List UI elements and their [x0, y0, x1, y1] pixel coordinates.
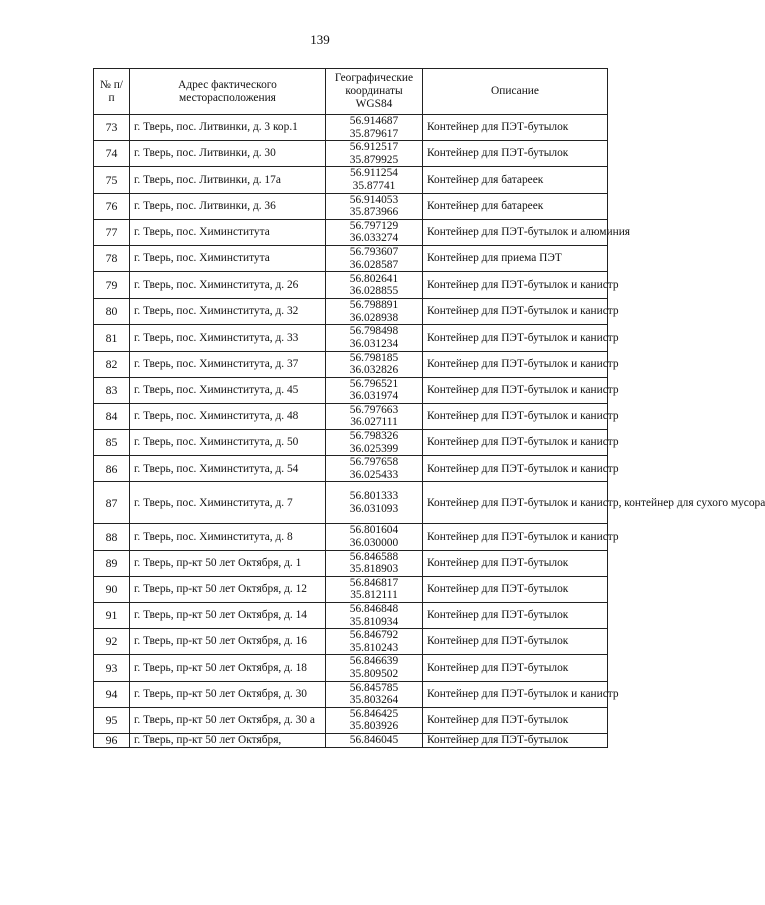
- table-row: [94, 325, 608, 351]
- row-longitude: 36.031234: [349, 337, 399, 350]
- row-coordinates: [326, 482, 423, 524]
- row-coordinates: [326, 655, 423, 681]
- row-coordinates: [326, 576, 423, 602]
- row-address: г. Тверь, пос. Химинститута, д. 45: [130, 377, 326, 403]
- row-coordinates: [326, 733, 423, 747]
- row-latitude: 56.846817: [349, 576, 399, 589]
- row-description: Контейнер для ПЭТ-бутылок: [423, 655, 608, 681]
- row-coordinates: [326, 707, 423, 733]
- row-coordinates: [326, 550, 423, 576]
- row-description: Контейнер для ПЭТ-бутылок: [423, 603, 608, 629]
- row-description: Контейнер для ПЭТ-бутылок и канистр: [423, 351, 608, 377]
- row-coordinates: [326, 403, 423, 429]
- row-longitude: 35.812111: [350, 589, 398, 602]
- row-address: г. Тверь, пр-кт 50 лет Октября, д. 30 а: [130, 707, 326, 733]
- row-description: Контейнер для ПЭТ-бутылок: [423, 550, 608, 576]
- row-description: Контейнер для ПЭТ-бутылок: [423, 707, 608, 733]
- row-number: 75: [94, 167, 130, 193]
- row-address: г. Тверь, пос. Химинститута, д. 8: [130, 524, 326, 550]
- row-longitude: 36.030000: [349, 537, 399, 550]
- table-body: [94, 115, 765, 748]
- row-description: Контейнер для батареек: [423, 193, 608, 219]
- row-address: г. Тверь, пос. Литвинки, д. 17а: [130, 167, 326, 193]
- header-address: Адрес фактического месторасположения: [130, 69, 326, 115]
- row-address: г. Тверь, пос. Химинститута, д. 26: [130, 272, 326, 299]
- table-row: [94, 733, 608, 747]
- table-row: [94, 707, 608, 733]
- row-latitude: 56.846425: [349, 707, 399, 720]
- row-coordinates: [326, 245, 423, 271]
- row-number: 73: [94, 115, 130, 141]
- row-longitude: 36.027111: [350, 416, 398, 429]
- row-address: г. Тверь, пос. Химинститута, д. 32: [130, 299, 326, 325]
- row-coordinates: [326, 351, 423, 377]
- row-latitude: 56.845785: [349, 681, 399, 694]
- row-description: Контейнер для ПЭТ-бутылок и канистр: [423, 681, 608, 707]
- table-row: [94, 141, 608, 167]
- table-row: [94, 629, 608, 655]
- page-number: 139: [310, 32, 330, 47]
- row-longitude: 36.031974: [349, 390, 399, 403]
- row-coordinates: [326, 681, 423, 707]
- row-number: 87: [94, 482, 130, 524]
- row-latitude: 56.797129: [349, 219, 399, 232]
- row-address: г. Тверь, пос. Литвинки, д. 36: [130, 193, 326, 219]
- row-address: г. Тверь, пр-кт 50 лет Октября, д. 18: [130, 655, 326, 681]
- row-coordinates: [326, 524, 423, 550]
- row-latitude: 56.796521: [349, 377, 399, 390]
- table-row: [94, 430, 608, 456]
- row-number: 79: [94, 272, 130, 299]
- row-longitude: 36.031093: [349, 502, 399, 515]
- row-latitude: 56.846045: [349, 733, 399, 746]
- row-description: Контейнер для ПЭТ-бутылок: [423, 733, 608, 747]
- row-latitude: 56.801604: [349, 524, 399, 537]
- row-number: 85: [94, 430, 130, 456]
- row-description: Контейнер для ПЭТ-бутылок и алюминия: [423, 219, 608, 245]
- row-description: Контейнер для ПЭТ-бутылок и канистр: [423, 403, 608, 429]
- row-latitude: 56.912517: [349, 141, 399, 154]
- table-row: [94, 167, 608, 193]
- row-coordinates: [326, 141, 423, 167]
- row-latitude: 56.798498: [349, 325, 399, 338]
- table-row: [94, 351, 608, 377]
- row-longitude: 35.87741: [352, 179, 396, 192]
- row-number: 83: [94, 377, 130, 403]
- row-longitude: 36.028938: [349, 311, 399, 324]
- row-longitude: 36.028587: [349, 258, 399, 271]
- row-longitude: 36.025399: [349, 442, 399, 455]
- row-description: Контейнер для ПЭТ-бутылок и канистр: [423, 456, 608, 482]
- row-description: Контейнер для ПЭТ-бутылок и канистр: [423, 272, 608, 299]
- row-coordinates: [326, 629, 423, 655]
- row-address: г. Тверь, пос. Химинститута: [130, 219, 326, 245]
- row-latitude: 56.798891: [349, 299, 399, 312]
- row-number: 77: [94, 219, 130, 245]
- row-description: Контейнер для ПЭТ-бутылок: [423, 576, 608, 602]
- table-row: [94, 377, 608, 403]
- row-latitude: 56.793607: [349, 245, 399, 258]
- row-latitude: 56.846588: [349, 550, 399, 563]
- row-coordinates: [326, 272, 423, 299]
- row-longitude: 36.028855: [349, 285, 399, 298]
- row-address: г. Тверь, пр-кт 50 лет Октября,: [130, 733, 326, 747]
- row-coordinates: [326, 299, 423, 325]
- table-row: [94, 193, 608, 219]
- table-header-row: [94, 69, 608, 115]
- table-row: [94, 456, 608, 482]
- header-number: № п/п: [94, 69, 130, 115]
- row-latitude: 56.846639: [349, 655, 399, 668]
- row-latitude: 56.914687: [349, 115, 399, 127]
- container-locations-table: [93, 68, 765, 748]
- row-number: 93: [94, 655, 130, 681]
- row-longitude: 36.025433: [349, 468, 399, 481]
- row-longitude: 35.803264: [349, 694, 399, 707]
- row-number: 96: [94, 733, 130, 747]
- row-address: г. Тверь, пос. Химинститута, д. 37: [130, 351, 326, 377]
- row-latitude: 56.911254: [350, 167, 398, 180]
- row-latitude: 56.846848: [349, 603, 399, 615]
- row-latitude: 56.801333: [349, 490, 399, 503]
- row-coordinates: [326, 377, 423, 403]
- header-coordinates: Географические координаты WGS84: [326, 69, 423, 115]
- row-number: 76: [94, 193, 130, 219]
- row-coordinates: [326, 430, 423, 456]
- row-coordinates: [326, 115, 423, 141]
- table-row: [94, 681, 608, 707]
- row-description: Контейнер для ПЭТ-бутылок и канистр: [423, 377, 608, 403]
- row-number: 95: [94, 707, 130, 733]
- row-description: Контейнер для ПЭТ-бутылок и канистр: [423, 430, 608, 456]
- row-longitude: 35.879617: [349, 127, 399, 140]
- row-number: 80: [94, 299, 130, 325]
- table-row: [94, 403, 608, 429]
- row-address: г. Тверь, пос. Химинститута, д. 54: [130, 456, 326, 482]
- row-address: г. Тверь, пос. Химинститута, д. 48: [130, 403, 326, 429]
- row-longitude: 35.803926: [349, 720, 399, 733]
- row-coordinates: [326, 167, 423, 193]
- row-longitude: 35.810934: [349, 615, 399, 628]
- row-description: Контейнер для батареек: [423, 167, 608, 193]
- row-address: г. Тверь, пос. Химинститута, д. 33: [130, 325, 326, 351]
- row-longitude: 35.818903: [349, 563, 399, 576]
- row-description: Контейнер для ПЭТ-бутылок и канистр: [423, 325, 608, 351]
- row-latitude: 56.798326: [349, 430, 399, 443]
- row-latitude: 56.914053: [349, 193, 399, 206]
- row-address: г. Тверь, пос. Химинститута, д. 50: [130, 430, 326, 456]
- row-number: 82: [94, 351, 130, 377]
- row-coordinates: [326, 603, 423, 629]
- row-number: 78: [94, 245, 130, 271]
- row-address: г. Тверь, пр-кт 50 лет Октября, д. 30: [130, 681, 326, 707]
- row-longitude: 35.879925: [349, 153, 399, 166]
- header-description: Описание: [423, 69, 608, 115]
- row-number: 91: [94, 603, 130, 629]
- row-latitude: 56.846792: [349, 629, 399, 642]
- table-row: [94, 576, 608, 602]
- row-number: 90: [94, 576, 130, 602]
- table-row: [94, 482, 608, 524]
- row-number: 81: [94, 325, 130, 351]
- row-longitude: 35.873966: [349, 206, 399, 219]
- row-description: Контейнер для ПЭТ-бутылок и канистр: [423, 299, 608, 325]
- row-address: г. Тверь, пр-кт 50 лет Октября, д. 16: [130, 629, 326, 655]
- row-description: Контейнер для ПЭТ-бутылок: [423, 141, 608, 167]
- row-description: Контейнер для ПЭТ-бутылок: [423, 115, 608, 141]
- row-address: г. Тверь, пр-кт 50 лет Октября, д. 1: [130, 550, 326, 576]
- row-coordinates: [326, 325, 423, 351]
- row-address: г. Тверь, пос. Литвинки, д. 3 кор.1: [130, 115, 326, 141]
- row-latitude: 56.797658: [349, 456, 399, 469]
- table-row: [94, 219, 608, 245]
- table-row: [94, 655, 608, 681]
- row-number: 86: [94, 456, 130, 482]
- table-row: [94, 524, 608, 550]
- row-number: 92: [94, 629, 130, 655]
- row-coordinates: [326, 193, 423, 219]
- row-address: г. Тверь, пос. Химинститута: [130, 245, 326, 271]
- row-description: Контейнер для приема ПЭТ: [423, 245, 608, 271]
- row-description: Контейнер для ПЭТ-бутылок и канистр, контейнер для сухого мусора: [423, 482, 608, 524]
- row-address: г. Тверь, пр-кт 50 лет Октября, д. 14: [130, 603, 326, 629]
- table-row: [94, 115, 608, 141]
- row-number: 84: [94, 403, 130, 429]
- table-row: [94, 603, 608, 629]
- row-address: г. Тверь, пос. Химинститута, д. 7: [130, 482, 326, 524]
- row-latitude: 56.797663: [349, 403, 399, 416]
- row-description: Контейнер для ПЭТ-бутылок и канистр: [423, 524, 608, 550]
- row-coordinates: [326, 219, 423, 245]
- row-latitude: 56.802641: [349, 272, 399, 285]
- table-row: [94, 272, 608, 299]
- table-row: [94, 550, 608, 576]
- row-number: 88: [94, 524, 130, 550]
- row-address: г. Тверь, пос. Литвинки, д. 30: [130, 141, 326, 167]
- row-latitude: 56.798185: [349, 351, 399, 364]
- row-longitude: 35.809502: [349, 667, 399, 680]
- row-coordinates: [326, 456, 423, 482]
- row-address: г. Тверь, пр-кт 50 лет Октября, д. 12: [130, 576, 326, 602]
- row-description: Контейнер для ПЭТ-бутылок: [423, 629, 608, 655]
- row-number: 94: [94, 681, 130, 707]
- row-longitude: 36.032826: [349, 364, 399, 377]
- table-row: [94, 299, 608, 325]
- row-number: 89: [94, 550, 130, 576]
- table-row: [94, 245, 608, 271]
- row-longitude: 36.033274: [349, 232, 399, 245]
- row-longitude: 35.810243: [349, 641, 399, 654]
- row-number: 74: [94, 141, 130, 167]
